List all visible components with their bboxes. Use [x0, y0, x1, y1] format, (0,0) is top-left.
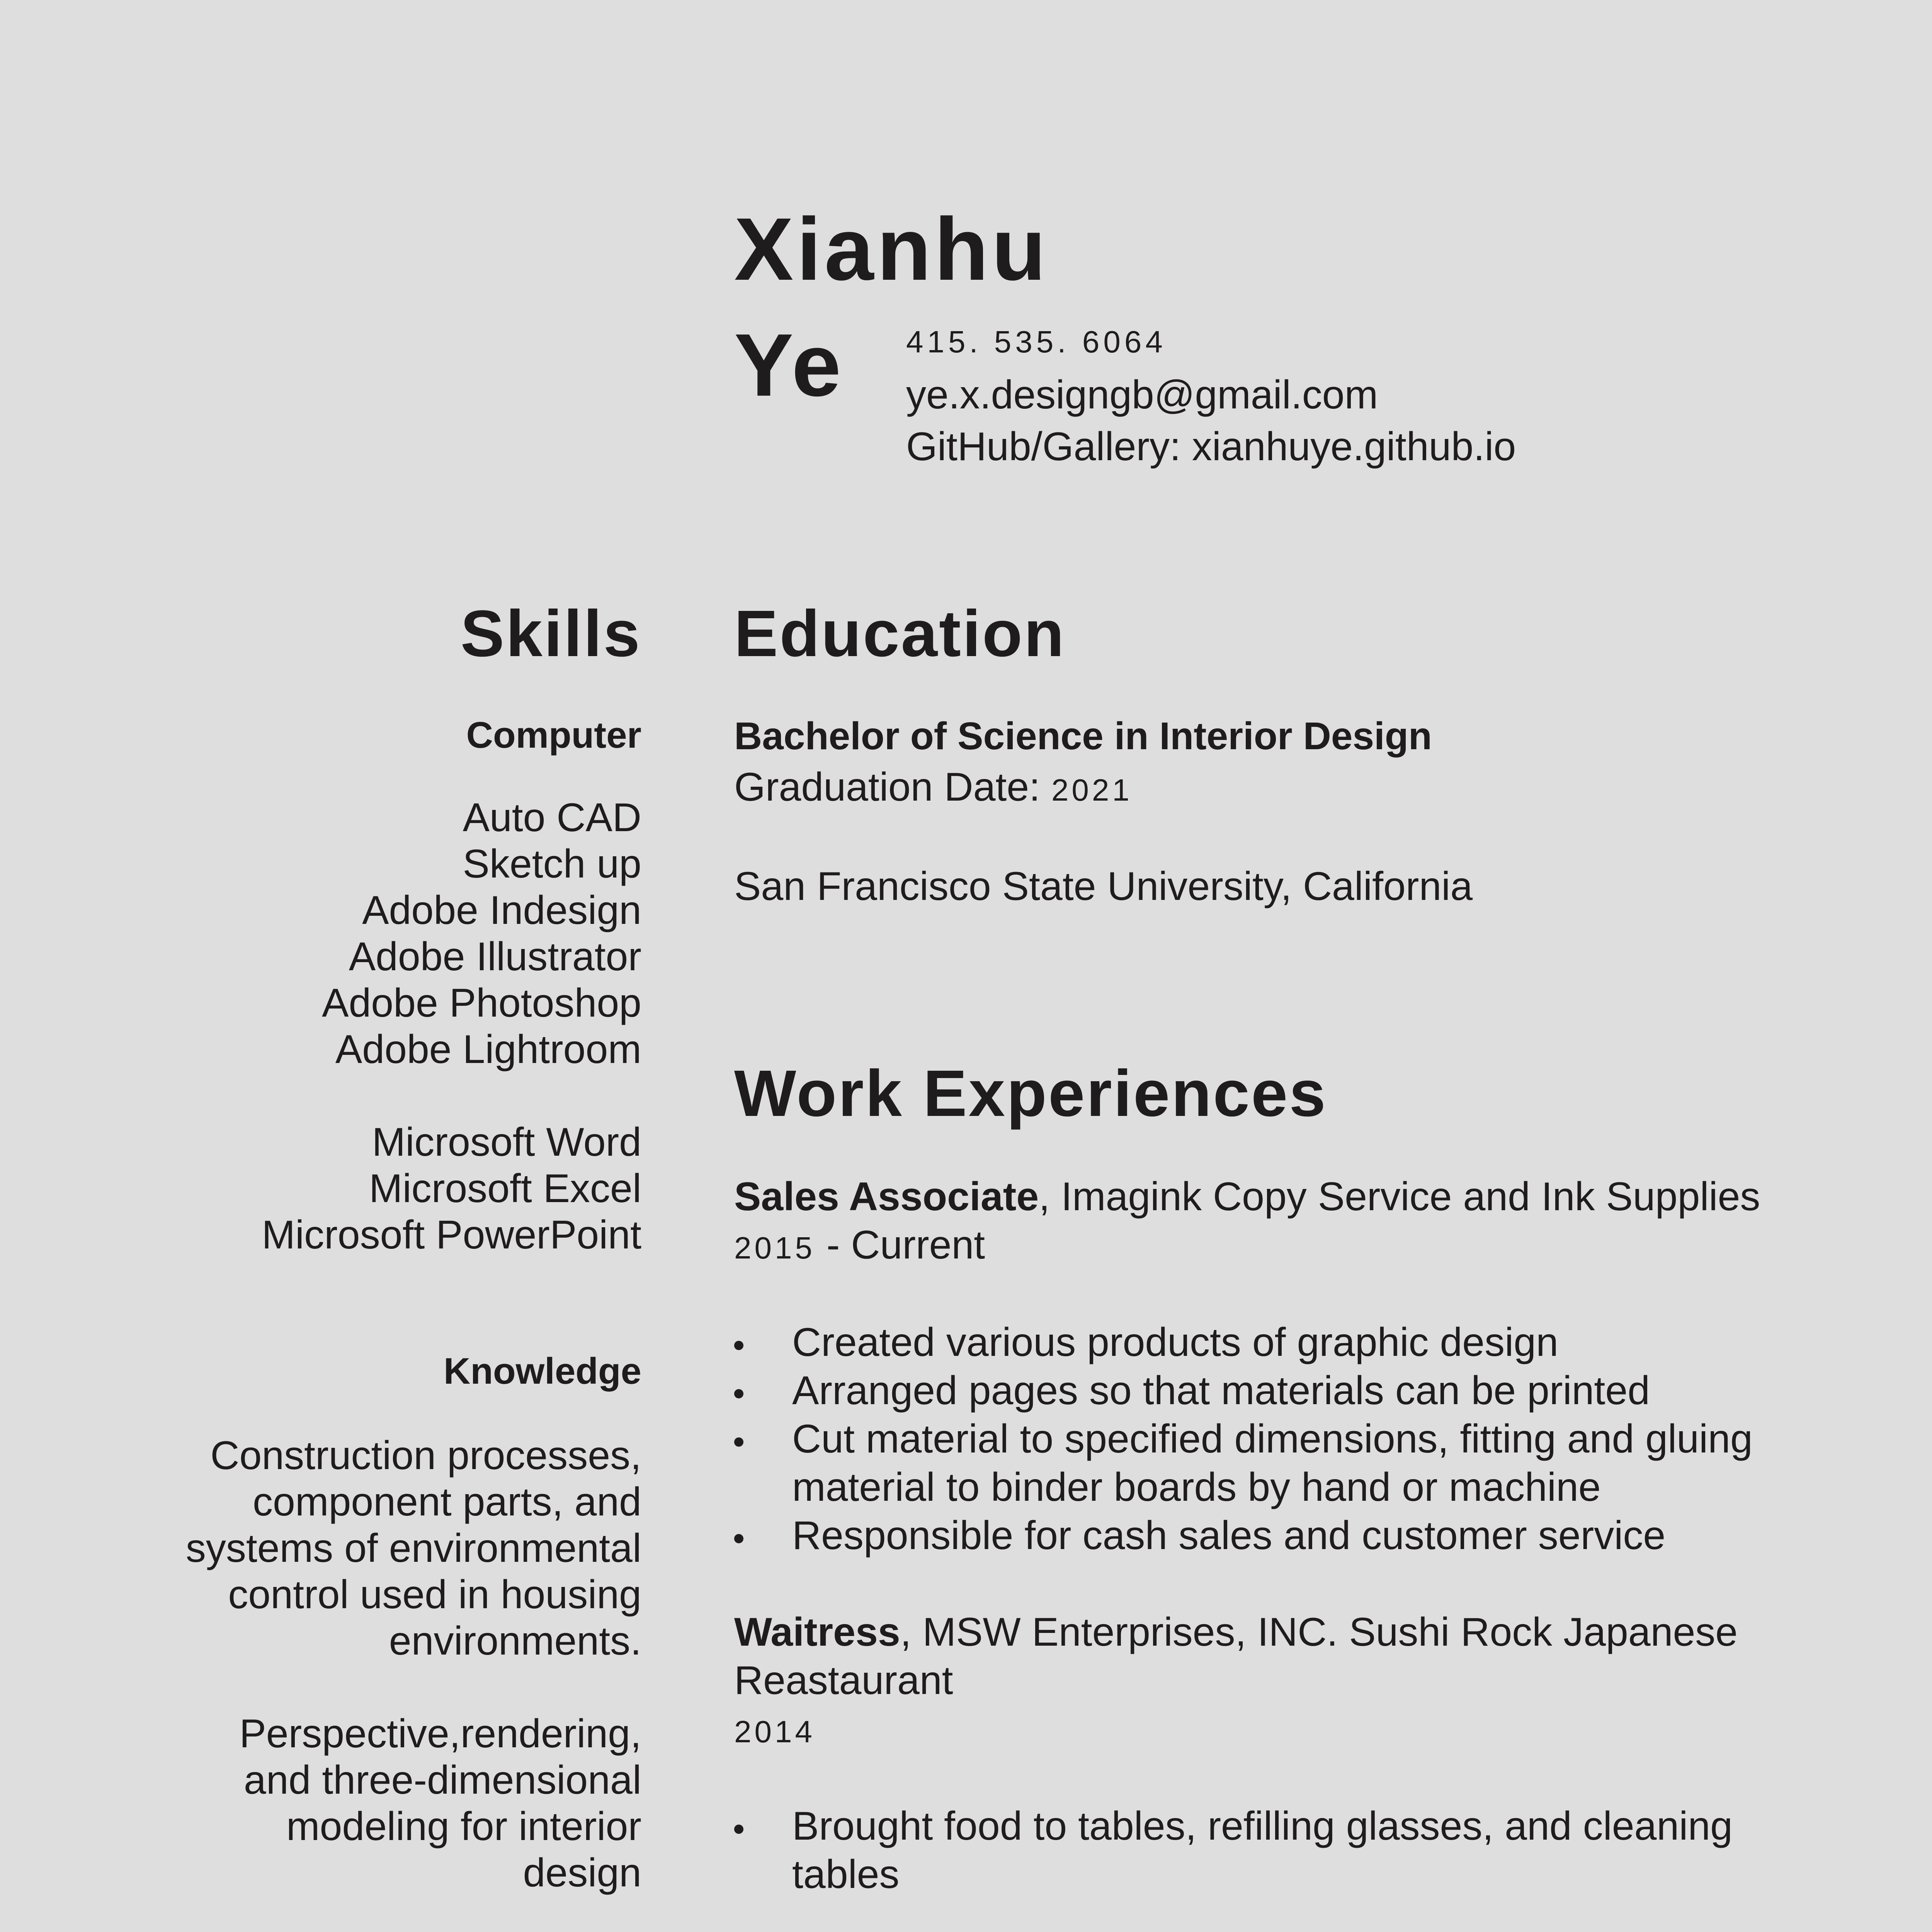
- contact-block: [906, 327, 1516, 467]
- list-item: Created various products of graphic design: [734, 1318, 1855, 1367]
- job-title: Sales Associate, Imagink Copy Service and Ink Supplies: [734, 1174, 1760, 1219]
- skill-item: Adobe Indesign: [362, 888, 641, 933]
- job-entry: [734, 1608, 1855, 1899]
- bullet-icon: [734, 1825, 743, 1834]
- bullet-icon: [734, 1534, 743, 1543]
- first-name: Xianhu: [734, 199, 1049, 299]
- job-dates: 2014: [734, 1714, 815, 1749]
- skill-item: Adobe Illustrator: [349, 934, 641, 979]
- email-address: ye.x.designgb@gmail.com: [906, 372, 1378, 417]
- job-company-cont: Reastaurant: [734, 1658, 953, 1703]
- knowledge-subtitle: Knowledge: [443, 1350, 641, 1392]
- skill-item: Microsoft PowerPoint: [262, 1213, 641, 1257]
- skill-item: Microsoft Excel: [369, 1166, 641, 1211]
- list-item: Responsible for cash sales and customer service: [734, 1512, 1855, 1560]
- job-entry: [734, 1173, 1855, 1560]
- skills-section: [62, 597, 641, 1932]
- skill-item: Adobe Photoshop: [322, 981, 641, 1026]
- skill-item: Sketch up: [463, 842, 641, 886]
- knowledge-item: Perspective,rendering, and three-dimensional modeling for interior design: [239, 1711, 641, 1895]
- phone-number: 415. 535. 6064: [906, 325, 1167, 359]
- list-item: Brought food to tables, refilling glasses, and cleaning tables: [734, 1802, 1855, 1899]
- list-item: Arranged pages so that materials can be printed: [734, 1367, 1855, 1415]
- computer-subtitle: Computer: [466, 714, 641, 756]
- bullet-icon: [734, 1389, 743, 1398]
- skill-item: Adobe Lightroom: [335, 1027, 641, 1072]
- education-section: [734, 597, 1855, 911]
- skill-item: Auto CAD: [463, 795, 641, 840]
- work-section: [734, 1057, 1855, 1932]
- degree: Bachelor of Science in Interior Design: [734, 714, 1432, 758]
- job-title: Waitress, MSW Enterprises, INC. Sushi Rock Japanese: [734, 1610, 1738, 1655]
- job-duties: [734, 1802, 1855, 1899]
- graduation-date: Graduation Date: 2021: [734, 765, 1133, 810]
- skills-title: Skills: [460, 597, 641, 670]
- last-name: Ye: [734, 315, 844, 415]
- gallery-link: GitHub/Gallery: xianhuye.github.io: [906, 424, 1516, 469]
- list-item: Cut material to specified dimensions, fitting and gluing material to binder boards by hand or machine: [734, 1415, 1855, 1512]
- education-title: Education: [734, 597, 1066, 670]
- job-dates: 2015 - Current: [734, 1223, 985, 1267]
- skill-item: Microsoft Word: [372, 1120, 641, 1165]
- knowledge-item: Construction processes, component parts, and systems of environmental control used in housing environments.: [185, 1433, 641, 1663]
- computer-skills-list-2: [62, 1119, 641, 1258]
- computer-skills-list-1: [62, 794, 641, 1073]
- bullet-icon: [734, 1437, 743, 1447]
- bullet-icon: [734, 1341, 743, 1350]
- school: San Francisco State University, California: [734, 864, 1473, 909]
- job-duties: [734, 1318, 1855, 1560]
- work-title: Work Experiences: [734, 1057, 1327, 1130]
